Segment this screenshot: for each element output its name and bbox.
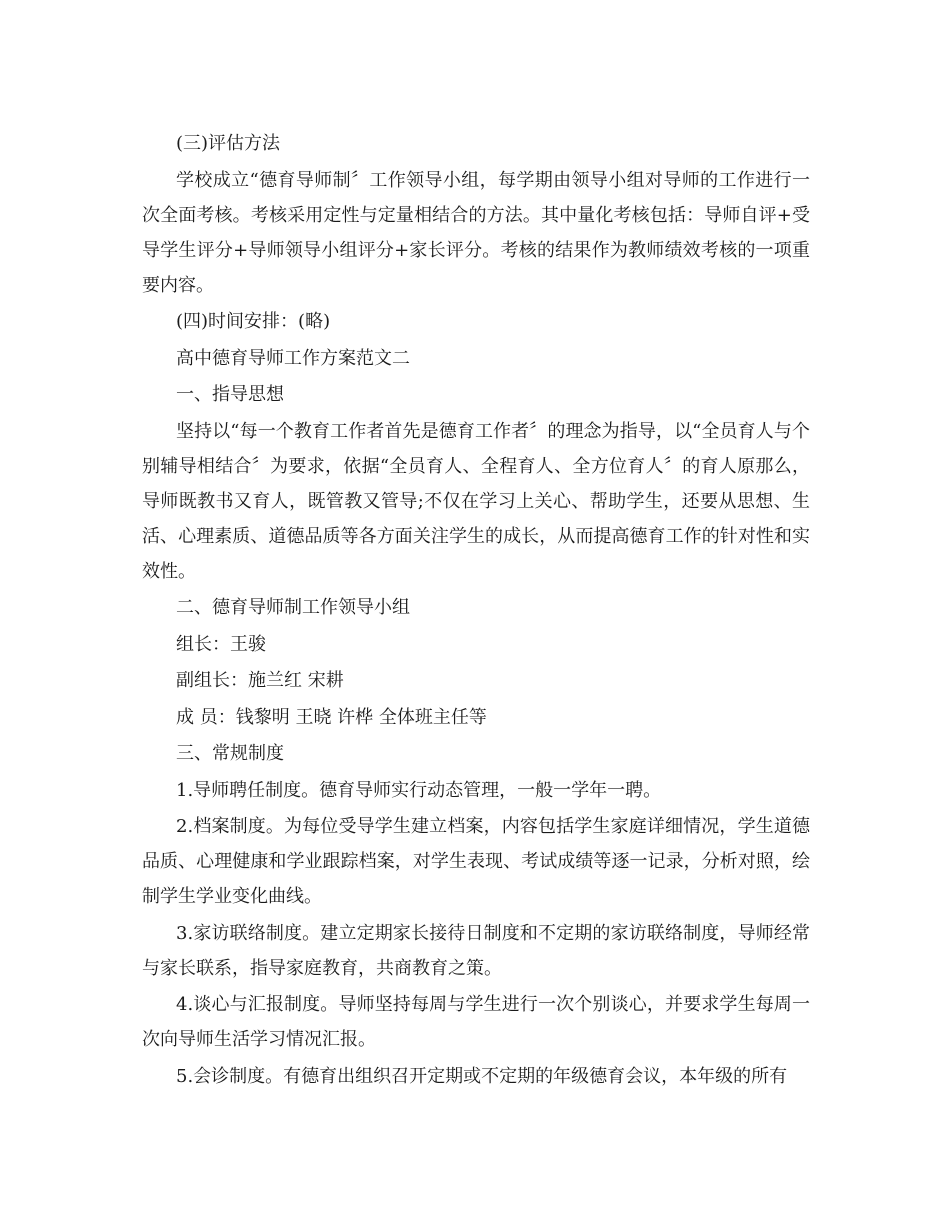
section-heading-guiding-ideology: 一、指导思想 [176,384,284,405]
paragraph-evaluation-method: 学校成立“德育导师制〞工作领导小组，每学期由领导小组对导师的工作进行一次全面考核。考核采用定性与定量相结合的方法。其中量化考核包括：导师自评+受导学生评分+导师领导小组评分+家长评分。考核的结果作为教师绩效考核的一项重要内容。 [142,169,810,296]
list-item-appointment: 1.导师聘任制度。德育导师实行动态管理，一般一学年一聘。 [176,779,662,801]
list-item-archive: 2.档案制度。为每位受导学生建立档案，内容包括学生家庭详细情况，学生道德品质、心理健康和学业跟踪档案，对学生表现、考试成绩等逐一记录，分析对照，绘制学生学业变化曲线。 [142,816,810,907]
list-item-consultation: 5.会诊制度。有德育出组织召开定期或不定期的年级德育会议，本年级的所有 [176,1065,788,1087]
section-heading-leadership-group: 二、德育导师制工作领导小组 [176,597,410,618]
deputy-leader-line: 副组长：施兰红 宋耕 [176,670,344,691]
document-body [142,126,810,1095]
section-heading-regular-system: 三、常规制度 [176,743,284,764]
group-leader-line: 组长：王骏 [176,633,266,655]
document-subtitle: 高中德育导师工作方案范文二 [176,347,410,369]
list-item-talk-report: 4.谈心与汇报制度。导师坚持每周与学生进行一次个别谈心，并要求学生每周一次向导师生活学习情况汇报。 [142,994,810,1050]
paragraph-guiding-ideology: 坚持以“每一个教育工作者首先是德育工作者〞的理念为指导，以“全员育人与个别辅导相结合〞为要求，依据“全员育人、全程育人、全方位育人〞的育人原那么，导师既教书又育人，既管教又管导;不仅在学习上关心、帮助学生，还要从思想、生活、心理素质、道德品质等各方面关注学生的成长，从而提高德育工作的针对性和实效性。 [142,420,810,582]
list-item-home-visit: 3.家访联络制度。建立定期家长接待日制度和不定期的家访联络制度，导师经常与家长联系，指导家庭教育，共商教育之策。 [142,922,810,979]
section-heading-schedule: (四)时间安排：(略) [176,311,331,332]
members-line: 成 员：钱黎明 王晓 许桦 全体班主任等 [176,706,487,728]
section-heading-evaluation: (三)评估方法 [176,133,281,154]
